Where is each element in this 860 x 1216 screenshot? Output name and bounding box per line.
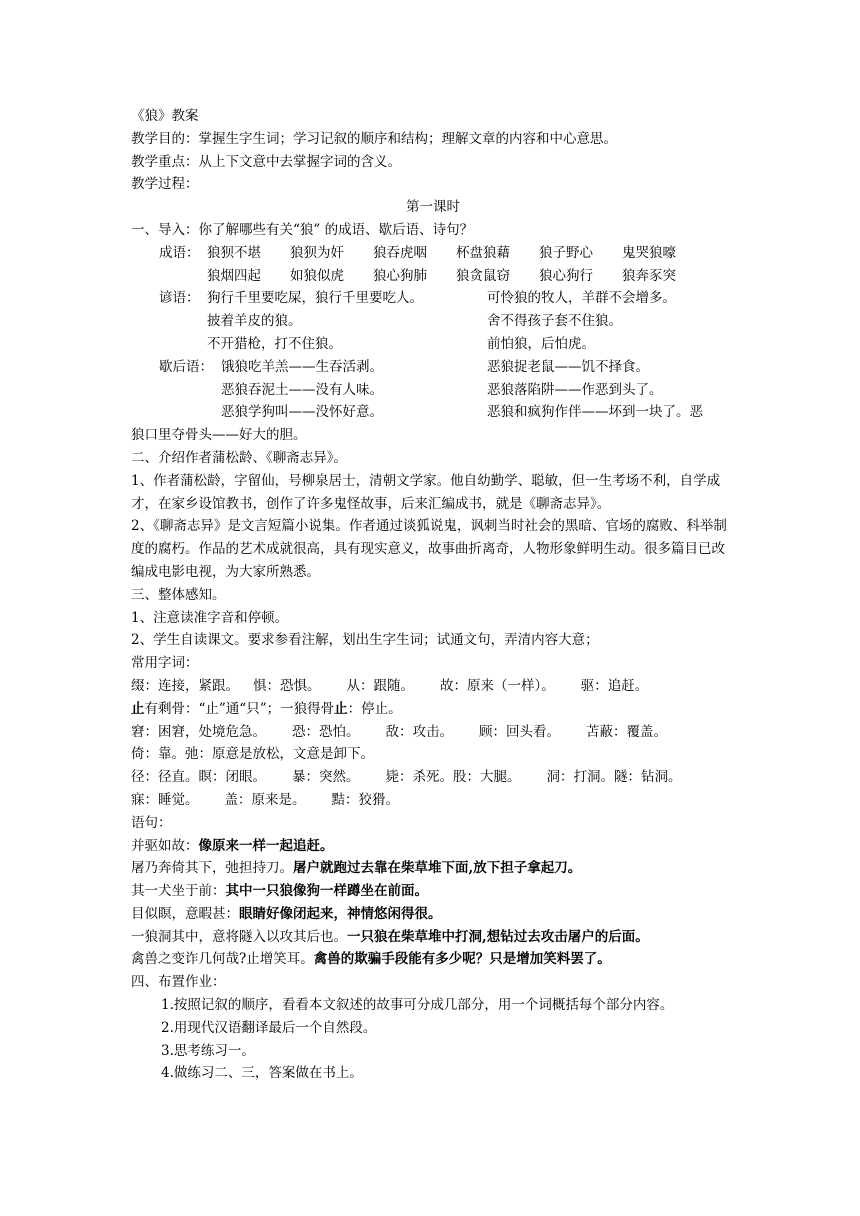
word-highlight: 止 <box>334 700 348 717</box>
idiom: 鬼哭狼嚎 <box>622 244 676 261</box>
idiom: 狼心狗肺 <box>373 267 427 284</box>
lesson-heading: 第一课时 <box>406 199 460 216</box>
idiom: 杯盘狼藉 <box>456 244 510 261</box>
xiehou-item: 饿狼吃羊羔——生吞活剥。 <box>221 358 383 375</box>
xiehou-row-3 <box>131 401 735 424</box>
sentence-source: 其一犬坐于前： <box>131 883 226 900</box>
teaching-process-label: 教学过程： <box>131 176 199 193</box>
word-row-4 <box>131 743 735 766</box>
word-gloss: 毙：杀死。股：大腿。 <box>385 769 521 786</box>
word-gloss: 顾：回头看。 <box>479 723 560 740</box>
proverb: 前怕狼，后怕虎。 <box>487 335 595 352</box>
word-gloss: 倚：靠。弛：原意是放松，文意是卸下。 <box>131 746 374 763</box>
homework-item: 3.思考练习一。 <box>161 1042 255 1059</box>
proverb: 不开猎枪，打不住狼。 <box>207 335 342 352</box>
common-words-label: 常用字词： <box>131 655 199 672</box>
xiehou-row-2 <box>131 379 735 402</box>
word-gloss: 洞：打洞。隧：钻洞。 <box>546 769 682 786</box>
word-gloss: 暴：突然。 <box>292 769 360 786</box>
idiom: 狼狈不堪 <box>207 244 261 261</box>
sentence-row <box>131 903 735 926</box>
idiom: 狼吞虎咽 <box>373 244 427 261</box>
perception-item-2: 2、学生自读课文。要求参看注解，划出生字生词；试通文句，弄清内容大意； <box>131 632 599 649</box>
xiehou-label: 歇后语： <box>159 358 213 375</box>
idioms-row-1 <box>131 242 735 265</box>
sentence-row <box>131 926 735 949</box>
xiehou-item: 恶狼吞泥土——没有人味。 <box>221 381 383 398</box>
word-row-1 <box>131 675 735 698</box>
sentence-row <box>131 857 735 880</box>
homework-item: 1.按照记叙的顺序，看看本文叙述的故事可分成几部分，用一个词概括每个部分内容。 <box>161 997 674 1014</box>
word-gloss: 苫蔽：覆盖。 <box>586 723 667 740</box>
word-gloss: ：停止。 <box>347 700 402 717</box>
idiom: 狼狈为奸 <box>290 244 344 261</box>
section1-heading: 一、导入：你了解哪些有关“狼” 的成语、歇后语、诗句？ <box>131 221 474 238</box>
word-gloss: 径：径直。瞑：闭眼。 <box>131 769 266 786</box>
word-gloss: 驱：追赶。 <box>580 677 649 694</box>
word-row-2 <box>131 698 735 721</box>
idiom: 如狼似虎 <box>290 267 344 284</box>
document-title: 《狼》教案 <box>131 108 199 124</box>
teaching-goal: 教学目的：掌握生字生词；学习记叙的顺序和结构；理解文章的内容和中心意思。 <box>131 130 617 147</box>
word-gloss: 故：原来（一样）。 <box>440 677 555 694</box>
idiom: 狼奔豕突 <box>622 267 676 284</box>
word-highlight: 止 <box>131 700 145 717</box>
sentence-row <box>131 880 735 903</box>
sentences-label: 语句： <box>131 814 172 831</box>
lesson-plan-page <box>131 105 735 1085</box>
homework-item: 4.做练习二、三，答案做在书上。 <box>161 1065 363 1082</box>
word-gloss: 黠：狡猾。 <box>331 791 399 808</box>
word-gloss: 有剩骨：“止”通“只”；一狼得骨 <box>144 700 335 717</box>
proverb: 可怜狼的牧人，羊群不会增多。 <box>487 290 676 307</box>
word-gloss: 缀：连接，紧跟。 <box>131 677 239 694</box>
idioms-row-2 <box>131 265 735 288</box>
word-gloss: 惧：恐惧。 <box>253 677 321 694</box>
homework-item: 2.用现代汉语翻译最后一个自然段。 <box>161 1019 377 1036</box>
idiom-label: 成语： <box>159 244 200 261</box>
perception-item-1: 1、注意读准字音和停顿。 <box>131 609 289 626</box>
idiom: 狼心狗行 <box>539 267 593 284</box>
sentence-translation: 屠户就跑过去靠在柴草堆下面,放下担子拿起刀。 <box>293 860 582 877</box>
word-gloss: 窘：困窘，处境危急。 <box>131 723 266 740</box>
teaching-focus: 教学重点：从上下文意中去掌握字词的含义。 <box>131 153 401 170</box>
sentence-row <box>131 835 735 858</box>
xiehou-item: 恶狼捉老鼠——饥不择食。 <box>487 358 649 375</box>
proverb-row-1 <box>131 287 735 310</box>
sentence-translation: 禽兽的欺骗手段能有多少呢？只是增加笑料罢了。 <box>313 951 611 968</box>
proverb-row-2 <box>131 310 735 333</box>
sentence-translation: 眼睛好像闭起来，神情悠闲得很。 <box>239 905 442 922</box>
word-row-6 <box>131 789 735 812</box>
proverb: 狗行千里要吃屎，狼行千里要吃人。 <box>207 290 423 307</box>
proverb: 披着羊皮的狼。 <box>207 313 302 330</box>
sentence-translation: 一只狼在柴草堆中打洞,想钻过去攻击屠户的后面。 <box>347 928 649 945</box>
sentence-translation: 其中一只狼像狗一样蹲坐在前面。 <box>225 883 428 900</box>
proverb-row-3 <box>131 333 735 356</box>
word-gloss: 恐：恐怕。 <box>292 723 360 740</box>
proverb-label: 谚语： <box>159 290 200 307</box>
xiehou-item: 恶狼和疯狗作伴——坏到一块了。恶 <box>487 404 703 421</box>
sentence-source: 目似瞑，意暇甚： <box>131 905 239 922</box>
sentence-source: 禽兽之变诈几何哉?止增笑耳。 <box>131 951 314 968</box>
author-paragraph: 1、作者蒲松龄，字留仙，号柳泉居士，清朝文学家。他自幼勤学、聪敏，但一生考场不利，自学成才，在家乡设馆教书，创作了许多鬼怪故事，后来汇编成书，就是《聊斋志异》。 <box>131 472 721 512</box>
sentence-source: 一狼洞其中，意将隧入以攻其后也。 <box>131 928 347 945</box>
idiom: 狼烟四起 <box>207 267 261 284</box>
word-row-3 <box>131 721 735 744</box>
xiehou-item: 恶狼落陷阱——作恶到头了。 <box>487 381 663 398</box>
proverb: 舍不得孩子套不住狼。 <box>487 313 622 330</box>
idiom: 狼贪鼠窃 <box>456 267 510 284</box>
sentence-translation: 像原来一样一起追赶。 <box>198 837 334 854</box>
idiom: 狼子野心 <box>539 244 593 261</box>
xiehou-row-1 <box>131 356 735 379</box>
word-gloss: 从：跟随。 <box>346 677 414 694</box>
book-paragraph: 2、《聊斋志异》是文言短篇小说集。作者通过谈狐说鬼，讽刺当时社会的黑暗、官场的腐败、科举制度的腐朽。作品的艺术成就很高，具有现实意义，故事曲折离奇，人物形象鲜明生动。很多篇目已改编成电影电视，为大家所熟悉。 <box>131 518 727 580</box>
word-gloss: 盖：原来是。 <box>224 791 306 808</box>
section4-heading: 四、布置作业： <box>131 974 226 991</box>
sentence-source: 屠乃奔倚其下，弛担持刀。 <box>131 860 293 877</box>
sentence-source: 并驱如故： <box>131 837 199 854</box>
section3-heading: 三、整体感知。 <box>131 586 226 603</box>
word-gloss: 敌：攻击。 <box>385 723 453 740</box>
word-row-5 <box>131 766 735 789</box>
word-gloss: 寐：睡觉。 <box>131 791 199 808</box>
section2-heading: 二、介绍作者蒲松龄、《聊斋志异》。 <box>131 449 347 466</box>
sentence-row <box>131 948 735 971</box>
xiehou-item: 恶狼学狗叫——没怀好意。 <box>221 404 383 421</box>
xiehou-tail: 狼口里夺骨头——好大的胆。 <box>131 427 307 444</box>
